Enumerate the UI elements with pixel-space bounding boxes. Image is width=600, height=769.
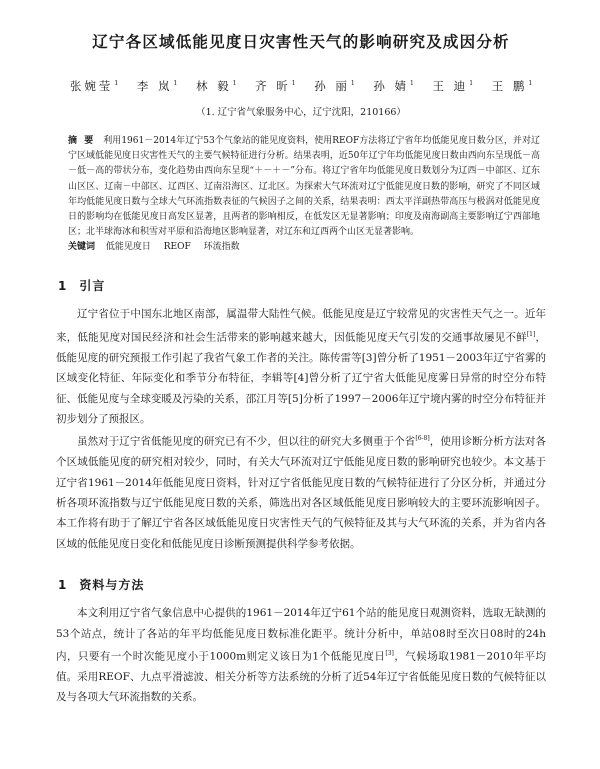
author-name: 林 毅 <box>195 79 232 93</box>
paragraph <box>56 429 546 554</box>
abstract-label: 摘 要 <box>68 136 96 146</box>
paragraph-text: 辽宁省位于中国东北地区南部，属温带大陆性气候。低能见度是辽宁较常见的灾害性天气之一。近年来，低能见度对国民经济和社会生活带来的影响越来越大，因低能见度天气引发的交通事故屡见不鲜 <box>56 308 546 344</box>
paragraph-text: ，低能见度的研究预报工作引起了我省气象工作者的关注。陈传雷等[3]曾分析了1951－2003年辽宁省雾的区域变化特征、年际变化和季节分布特征，李辑等[4]曾分析了辽宁省大低能见度雾日异常的时空分布特征、低能见度与全球变暖及污染的关系，邵江月等[5]分析了1997－2006年辽宁境内雾的时空分布特征并初步划分了预报区。 <box>56 331 547 425</box>
author-name: 孙 丽 <box>314 79 350 93</box>
author <box>70 79 118 93</box>
keyword: 低能见度日 <box>105 242 151 253</box>
author-affil-mark: 1 <box>528 80 533 88</box>
author-name: 李 岚 <box>136 79 173 93</box>
section-heading <box>58 277 546 294</box>
paragraph-text: ，气候场取1981－2010年平均值。采用REOF、九点平滑滤波、相关分析等方法系统的分析了近54年辽宁省低能见度日数的气候特征以及与各项大气环流指数的关系。 <box>56 650 546 704</box>
author-name: 王 迪 <box>432 79 469 93</box>
author-affil-mark: 1 <box>291 80 296 88</box>
paragraph-text: 虽然对于辽宁省低能见度的研究已有不少，但以往的研究大多侧重于个省 <box>77 435 416 448</box>
paragraph-text: 本文利用辽宁省气象信息中心提供的1961－2014年辽宁61个站的能见度日观测资料，选取无缺测的53个站点，统计了各站的年平均低能见度日数标准化距平。统计分析中，单站08时至次日08时的24h内，只要有一个时次能见度小于1000m则定义该日为1个低能见度日 <box>56 607 546 663</box>
section-title: 资料与方法 <box>79 578 145 593</box>
keywords <box>56 240 546 255</box>
author <box>314 79 354 93</box>
paragraph <box>56 304 546 429</box>
author <box>433 79 473 93</box>
keyword: 环流指数 <box>203 242 240 253</box>
citation[interactable]: [1] <box>526 330 536 338</box>
paragraph-text: ，使用诊断分析方法对各个区域低能见度的研究相对较少，同时，有关大气环流对辽宁低能见度日数的影响研究也较少。本文基于辽宁省1961－2014年低能见度日资料，针对辽宁省低能见度日数的气候特征进行了分区分析，并通过分析各项环流指数与辽宁低能见度日数的关系，筛选出对各区域低能见度日影响较大的主要环流影响因子。本工作将有助于了解辽宁省各区域低能见度日灾害性天气的气候特征及其与大气环流的关系，并为省内各区域的低能见度日变化和低能见度日诊断预测提供科学参考依据。 <box>56 435 547 550</box>
paper-title: 辽宁各区域低能见度日灾害性天气的影响研究及成因分析 <box>92 33 510 51</box>
author-name: 孙 婧 <box>373 79 410 93</box>
paragraph <box>56 603 546 708</box>
citation[interactable]: [6-8] <box>415 435 430 443</box>
author <box>196 79 236 93</box>
author-affil-mark: 1 <box>410 80 414 88</box>
section-title: 引言 <box>79 279 106 294</box>
citation[interactable]: [3] <box>385 650 394 658</box>
author-affil-mark: 1 <box>350 80 355 88</box>
keywords-label: 关键词 <box>68 242 96 253</box>
author-affil-mark: 1 <box>114 80 119 88</box>
author-name: 张婉莹 <box>69 79 114 93</box>
author <box>492 79 532 93</box>
author <box>255 79 295 93</box>
keyword: REOF <box>163 242 191 253</box>
abstract-text: 利用1961－2014年辽宁53个气象站的能见度资料，使用REOF方法将辽宁省年均低能见度日数分区，并对辽宁区域低能见度日灾害性天气的主要气候特征进行分析。结果表明，近50年辽宁年均低能见度日数由西向东呈现低－高－低－高的带状分布，变化趋势由西向东呈现“＋－＋－”分布。将辽宁省年均低能见度日数划分为辽西－中部区、辽东山区区、辽南－中部区、辽西区、辽南沿海区、辽北区。为探索大气环流对辽宁低能见度日数的影响，研究了不同区域年均低能见度日数与全球大气环流指数表征的气候因子之间的关系，结果表明：西太平洋副热带高压与极涡对低能见度日的影响均在低能见度日高发区显著，且两者的影响相反，在低发区无显著影响；印度及南海副高主要影响辽宁西部地区；北半球海冰和积雪对平原和沿海地区影响显著，对辽东和辽西两个山区无显著影响。 <box>68 136 540 238</box>
abstract <box>56 134 546 240</box>
author <box>373 79 413 93</box>
author-affil-mark: 1 <box>232 80 237 88</box>
section-number: 1 <box>58 578 68 593</box>
section-number: 1 <box>58 279 68 294</box>
author-name: 王 鹏 <box>491 79 528 93</box>
affiliation: （1. 辽宁省气象服务中心，辽宁沈阳，210166） <box>196 107 406 118</box>
author-name: 齐 昕 <box>255 79 291 93</box>
section-heading <box>58 576 546 593</box>
author-list <box>56 78 546 94</box>
author-affil-mark: 1 <box>173 80 178 88</box>
author-affil-mark: 1 <box>469 80 474 88</box>
author <box>137 79 177 93</box>
